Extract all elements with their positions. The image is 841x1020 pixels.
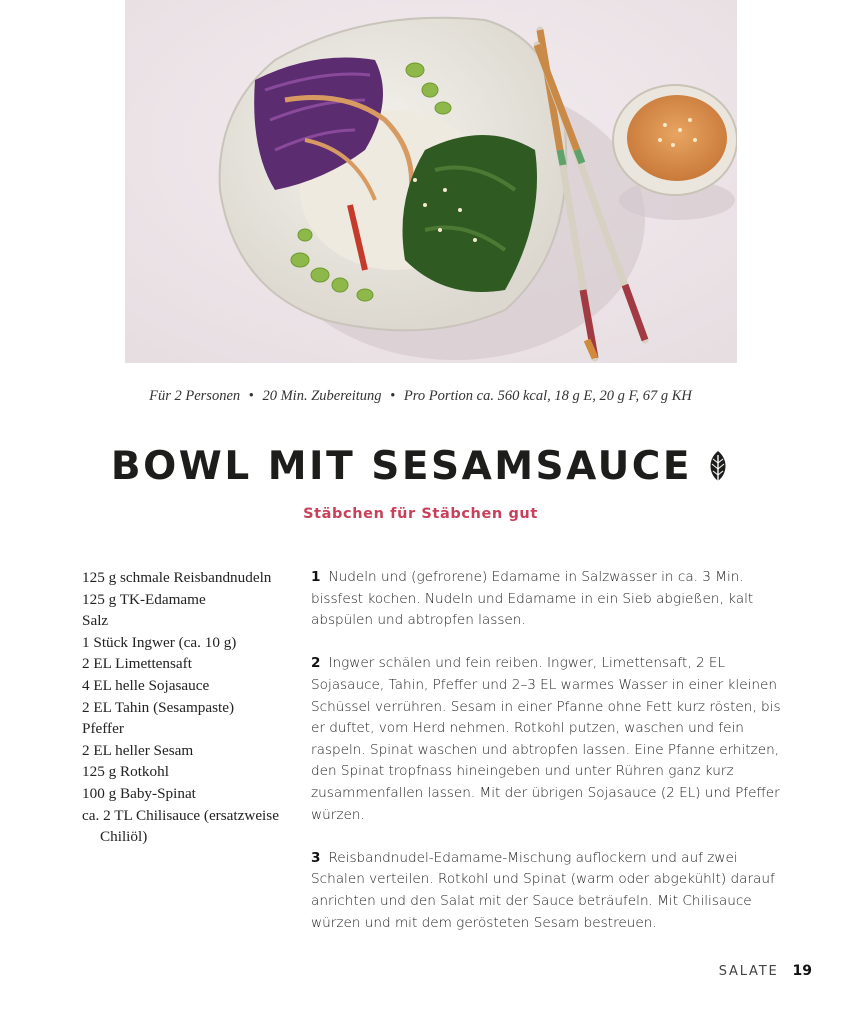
instruction-steps	[311, 567, 786, 956]
title-row	[0, 444, 841, 490]
separator-dot: •	[390, 388, 396, 404]
page-number: 19	[792, 963, 812, 979]
step-text: Ingwer schälen und fein reiben. Ingwer, Limettensaft, 2 EL Sojasauce, Tahin, Pfeffer und 2–3 EL warmes Wasser in einer kleinen Schüssel verrühren. Sesam in einer Pfanne ohne Fett kurz rösten, bis er duftet, vom Herd nehmen. Rotkohl putzen, waschen und fein raspeln. Spinat waschen und abtropfen lassen. Eine Pfanne erhitzen, den Spinat tropfnass hineingeben und unter Rühren ganz kurz zusammenfallen lassen. Mit der übrigen Sojasauce (2 EL) und Pfeffer würzen.	[311, 655, 781, 823]
recipe-title: BOWL MIT SESAMSAUCE	[110, 444, 693, 489]
ingredient-item: 2 EL heller Sesam	[82, 741, 194, 759]
ingredient-item: 125 g schmale Reisbandnudeln	[82, 569, 272, 586]
step-text: Reisbandnudel-Edamame-Mischung auflockern und auf zwei Schalen verteilen. Rotkohl und Spinat (warm oder abgekühlt) darauf anrichten und den Salat mit der Sauce beträufeln. Mit Chilisauce würzen und mit dem gerösteten Sesam bestreuen.	[311, 849, 775, 931]
step-2	[311, 653, 786, 826]
step-number: 1	[311, 569, 321, 585]
recipe-meta	[0, 388, 841, 405]
ingredient-item: Pfeffer	[82, 720, 124, 738]
leaf-icon	[706, 449, 730, 485]
section-name: SALATE	[718, 964, 779, 979]
ingredient-item: 125 g Rotkohl	[82, 763, 169, 781]
bowl-photo	[125, 0, 737, 363]
ingredient-item: 125 g TK-Edamame	[82, 590, 206, 608]
separator-dot: •	[248, 388, 254, 404]
step-3	[311, 848, 786, 934]
ingredient-item: 2 EL Tahin (Sesampaste)	[82, 698, 235, 716]
ingredient-list	[82, 567, 292, 848]
prep-time: 20 Min. Zubereitung	[262, 388, 382, 404]
step-1	[311, 567, 786, 632]
ingredient-item: 100 g Baby-Spinat	[82, 784, 196, 802]
nutrition-info: Pro Portion ca. 560 kcal, 18 g E, 20 g F, 67 g KH	[403, 388, 692, 404]
ingredient-item: 2 EL Limettensaft	[82, 655, 192, 673]
servings: Für 2 Personen	[149, 388, 241, 404]
recipe-subtitle: Stäbchen für Stäbchen gut	[303, 506, 538, 522]
step-number: 2	[311, 655, 321, 672]
page-footer	[719, 963, 812, 979]
ingredient-item: 1 Stück Ingwer (ca. 10 g)	[82, 633, 237, 651]
ingredient-item: ca. 2 TL Chilisauce (ersatzweise Chiliöl)	[82, 806, 279, 846]
ingredient-item: Salz	[82, 612, 109, 630]
step-number: 3	[311, 849, 321, 866]
recipe-photo	[125, 0, 737, 363]
ingredient-item: 4 EL helle Sojasauce	[82, 676, 210, 694]
step-text: Nudeln und (gefrorene) Edamame in Salzwasser in ca. 3 Min. bissfest kochen. Nudeln und Edamame in ein Sieb abgießen, kalt abspülen und abtropfen lassen.	[311, 569, 754, 629]
